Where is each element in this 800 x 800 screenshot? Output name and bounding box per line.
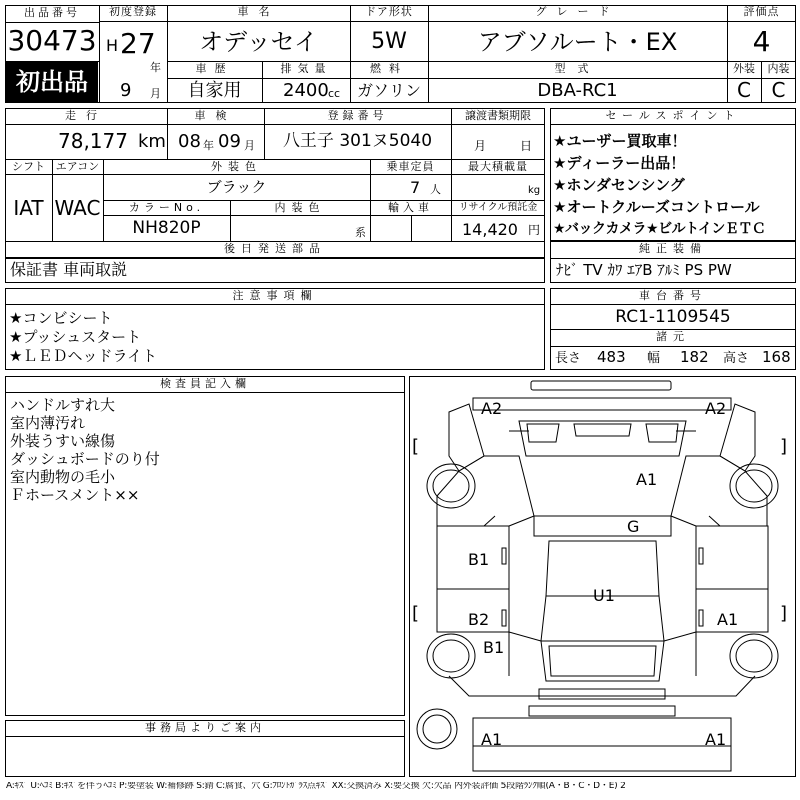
mileage-unit: km: [138, 131, 166, 152]
exterior-grade: C: [737, 78, 751, 102]
recycle-unit: 円: [528, 223, 541, 237]
first-listing-badge: 初出品: [6, 62, 98, 102]
ac-label: エアコン: [55, 160, 100, 173]
inspector-item: ハンドルすれ大: [10, 396, 116, 414]
notes-list: [9, 309, 539, 366]
mileage: 78,177: [58, 129, 128, 153]
car-outline-diagram: [409, 376, 796, 777]
notes-label: 注意事項欄: [232, 289, 318, 302]
plate-label: 登録番号: [327, 109, 388, 122]
load-unit: kg: [528, 185, 541, 196]
ac: WAC: [54, 196, 101, 220]
shift: IAT: [13, 196, 44, 220]
damage-mark: A1: [481, 730, 503, 749]
interior-color-label: 内装色: [274, 201, 326, 214]
inspector-list: [10, 396, 400, 504]
fuel-label: 燃料: [370, 62, 408, 75]
sales-point: ★ユーザー買取車！: [553, 132, 687, 150]
bracket-left: [: [412, 436, 420, 457]
color-no-label: カラーNo.: [128, 201, 205, 214]
damage-mark: B1: [468, 550, 490, 569]
history-label: 車歴: [195, 62, 234, 75]
interior-label: 内装: [767, 62, 790, 75]
interior-color-unit: 系: [355, 226, 366, 239]
note-item: ★コンビシート: [9, 309, 113, 327]
inspector-label: 検査員記入欄: [160, 377, 250, 390]
capacity-unit: 人: [430, 183, 441, 196]
damage-mark: B2: [468, 610, 490, 629]
inspection-label: 車検: [194, 109, 237, 122]
sales-point: ★バックカメラ★ビルトインＥＴＣ: [553, 221, 766, 237]
exterior-label: 外装: [733, 62, 755, 75]
first-reg-label: 初度登録: [109, 5, 157, 18]
reg-year: 27: [120, 27, 156, 60]
width-value: 182: [680, 348, 709, 366]
import-label: 輸入車: [388, 201, 433, 214]
sales-points-list: [553, 131, 795, 241]
width-label: 幅: [647, 351, 661, 366]
recycle-fee: 14,420: [462, 220, 518, 239]
displacement-unit: cc: [328, 87, 341, 100]
color-label: 外装色: [211, 160, 262, 173]
reg-month: 9: [120, 80, 132, 101]
inspector-item: Ｆホースメント××: [10, 486, 140, 504]
capacity: 7: [410, 178, 421, 197]
bracket-right: ]: [780, 436, 788, 457]
length-label: 長さ: [555, 351, 582, 366]
length-value: 483: [597, 348, 626, 366]
capacity-label: 乗車定員: [386, 160, 435, 173]
inspection-month-unit: 月: [244, 139, 255, 152]
transfer-month-unit: 月: [474, 139, 487, 153]
inspector-item: 室内薄汚れ: [10, 414, 86, 432]
sales-point: ★ディーラー出品！: [553, 154, 686, 172]
damage-mark: U1: [593, 586, 615, 605]
chassis-number: RC1-1109545: [615, 307, 731, 327]
transfer-day-unit: 日: [520, 139, 533, 153]
height-label: 高さ: [723, 351, 750, 366]
lot-number: 30473: [7, 24, 97, 57]
plate-number: 八王子 301ヌ5040: [282, 131, 433, 151]
damage-mark: B1: [483, 638, 505, 657]
equipment-list: ﾅﾋﾞ TV ｶﾜ ｴｱB ｱﾙﾐ PS PW: [556, 261, 732, 279]
lot-number-label: 出品番号: [24, 6, 80, 19]
damage-mark: A1: [705, 730, 727, 749]
transfer-label: 譲渡書類期限: [465, 109, 531, 122]
mileage-label: 走行: [65, 109, 107, 122]
color-number: NH820P: [132, 218, 201, 238]
inspector-item: 外装うすい線傷: [10, 432, 116, 450]
office-label: 事務局よりご案内: [145, 721, 265, 734]
grade-label: グレード: [535, 5, 620, 18]
damage-legend: A:ｷｽﾞ U:ﾍｺﾐ B:ｷｽﾞを伴うﾍｺﾐ P:要塗装 W:補修跡 S:錆 C:腐食、穴 G:ﾌﾛﾝﾄｶﾞﾗｽ点ｷｽﾞ XX:交換済み X:要交換 欠:欠品 内外装評価 5段階ﾗﾝｸ順(A・B・C・D・E) 2: [6, 782, 626, 791]
damage-mark: A1: [717, 610, 739, 629]
inspector-item: 室内動物の毛小: [10, 468, 116, 486]
month-unit: 月: [150, 87, 161, 100]
note-item: ★ＬＥＤヘッドライト: [9, 347, 157, 365]
car-name-label: 車名: [237, 5, 280, 18]
recycle-label: リサイクル預託金: [458, 202, 538, 213]
score-label: 評価点: [743, 5, 780, 18]
inspector-item: ダッシュボードのり付: [10, 450, 160, 468]
grade: アブソルート・EX: [477, 28, 678, 56]
year-unit: 年: [150, 61, 161, 74]
sales-point: ★オートクルーズコントロール: [553, 198, 760, 216]
body-color: ブラック: [206, 178, 267, 196]
history: 自家用: [187, 80, 242, 101]
equipment-label: 純正装備: [639, 242, 707, 255]
door-label: ドア形状: [365, 5, 413, 18]
damage-mark: G: [627, 517, 640, 536]
dimensions-label: 諸元: [656, 330, 690, 343]
chassis-label: 車台番号: [639, 289, 707, 302]
inspection-month: 09: [218, 131, 241, 152]
sales-point: ★ホンダセンシング: [553, 176, 685, 194]
era: H: [106, 36, 119, 55]
car-name: オデッセイ: [199, 28, 318, 56]
shift-label: シフト: [12, 160, 45, 173]
damage-mark: A1: [636, 470, 658, 489]
inspection-year: 08: [178, 131, 201, 152]
bracket-right: ]: [780, 603, 788, 624]
sales-points-label: セールスポイント: [605, 109, 741, 122]
later-parts: 保証書 車両取説: [10, 260, 128, 279]
displacement-label: 排気量: [280, 62, 332, 75]
interior-grade: C: [771, 78, 786, 102]
displacement: 2400: [283, 80, 329, 101]
inspection-year-unit: 年: [203, 139, 214, 152]
damage-mark: A2: [481, 399, 503, 418]
bracket-left: [: [412, 603, 420, 624]
model-code: DBA-RC1: [537, 80, 618, 101]
note-item: ★プッシュスタート: [9, 328, 142, 346]
damage-mark: A2: [705, 399, 727, 418]
height-value: 168: [762, 348, 791, 366]
score: 4: [752, 25, 771, 58]
door-type: 5W: [371, 29, 407, 54]
later-parts-label: 後日発送部品: [224, 242, 326, 255]
model-label: 型式: [554, 62, 601, 75]
load-label: 最大積載量: [468, 160, 528, 173]
fuel: ガソリン: [356, 81, 421, 100]
